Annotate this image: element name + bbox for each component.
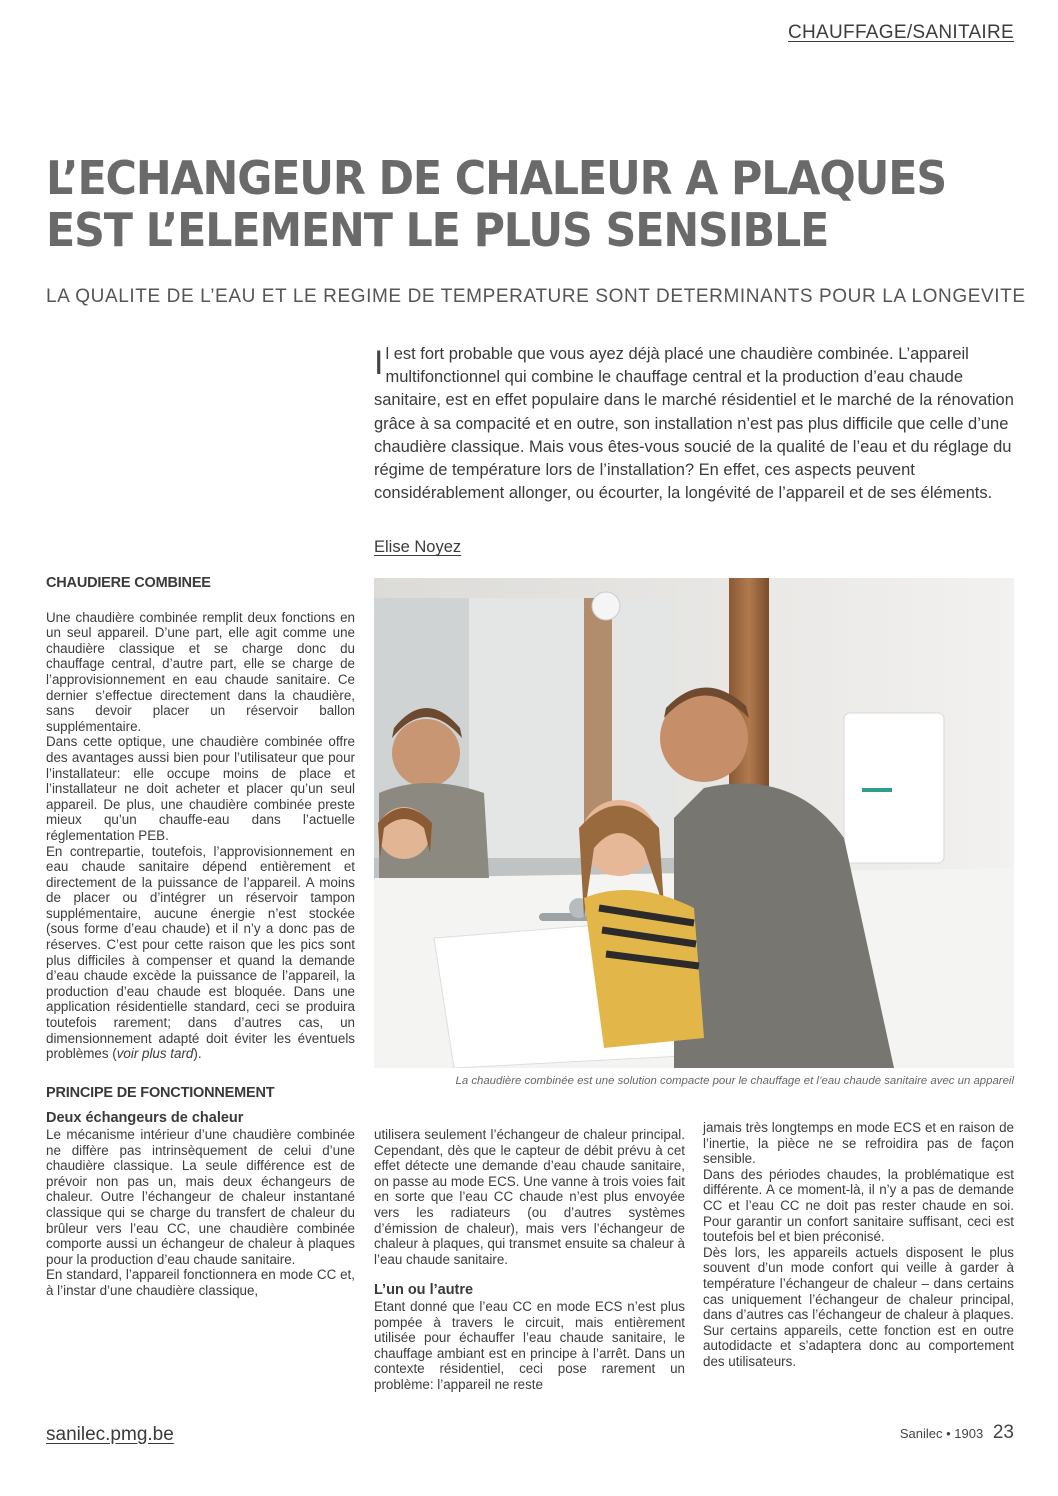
author-byline[interactable]: Elise Noyez xyxy=(374,538,462,556)
photo-caption: La chaudière combinée est une solution compacte pour le chauffage et l’eau chaude sanitaire avec un appareil xyxy=(455,1075,1014,1087)
paragraph: Dans cette optique, une chaudière combinée offre des avantages aussi bien pour l’utilisateur que pour l’installateur: elle occupe moins de place et l’installateur ne doit acheter et placer qu’un seul appareil. De plus, une chaudière combinée preste mieux qu’un chauffe-eau dans l’actuelle réglementation PEB. xyxy=(46,734,355,843)
paragraph: jamais très longtemps en mode ECS et en raison de l’inertie, la pièce ne se refroidira pas de façon sensible. xyxy=(703,1120,1014,1167)
column-1 xyxy=(46,576,355,1299)
article-title xyxy=(46,152,957,256)
article-intro xyxy=(374,343,1014,505)
paragraph: Le mécanisme intérieur d’une chaudière combinée ne diffère pas intrinsèquement de celui d’une chaudière classique. La seule différence est de prévoir non pas un, mais deux échangeurs de chaleur. Outre l’échangeur de chaleur instantané classique qui se charge du transfert de chaleur du brûleur vers l’eau CC, une chaudière combinée comporte aussi un échangeur de chaleur à plaques pour la production d’eau chaude sanitaire. xyxy=(46,1127,355,1267)
intro-text: l est fort probable que vous ayez déjà placé une chaudière combinée. L’appareil multifonctionnel qui combine le chauffage central et la production d’eau chaude sanitaire, est en effet populaire dans le marché résidentiel et le marché de la rénovation grâce à sa compacité et en outre, son installation n’est pas plus difficile que celle d’une chaudière classique. Mais vous êtes-vous soucié de la qualité de l’eau et du réglage du régime de température lors de l’installation? En effet, ces aspects peuvent considérablement allonger, ou écourter, la longévité de l’appareil et de ses éléments. xyxy=(374,345,1014,503)
subheading-deux-echangeurs: Deux échangeurs de chaleur xyxy=(46,1110,244,1127)
title-line-2: EST L’ELEMENT LE PLUS SENSIBLE xyxy=(46,203,829,257)
article-subtitle: LA QUALITE DE L’EAU ET LE REGIME DE TEMPERATURE SONT DETERMINANTS POUR LA LONGEVITE xyxy=(46,286,1026,307)
paragraph-text: En contrepartie, toutefois, l’approvisionnement en eau chaude sanitaire dépend entièrement et directement de la puissance de l’appareil. A moins de placer ou d’intégrer un réservoir tampon supplémentaire, aucune énergie n’est stockée (sous forme d’eau chaude) et il n’y a donc pas de réserves. C’est pour cette raison que les pics sont plus difficiles à compenser et quand la demande d’eau chaude excède la puissance de l’appareil, la production d’eau chaude est bloquée. Dans une application résidentielle standard, ceci se produira toutefois rarement; dans d’autres cas, un dimensionnement adapté doit éviter les éventuels problèmes ( xyxy=(46,843,355,1062)
subheading-un-ou-autre: L’un ou l’autre xyxy=(374,1282,474,1299)
paragraph: utilisera seulement l’échangeur de chaleur principal. Cependant, dès que le capteur de débit prévu à cet effet détecte une demande d’eau chaude sanitaire, on passe au mode ECS. Une vanne à trois voies fait en sorte que l’eau CC chaude n’est plus envoyée vers les radiateurs (ou d’autres systèmes d’émission de chaleur), mais vers l’échangeur de chaleur à plaques, qui transmet ensuite sa chaleur à l’eau chaude sanitaire. xyxy=(374,1127,685,1267)
paragraph: En standard, l’appareil fonctionnera en mode CC et, à l’instar d’une chaudière classique, xyxy=(46,1267,355,1298)
heading-chaudiere-combinee: CHAUDIERE COMBINEE xyxy=(46,575,211,591)
paragraph: Dès lors, les appareils actuels disposent le plus souvent d’un mode confort qui veille à garder à température l’échangeur de chaleur – dans certains cas uniquement l’échangeur de chaleur principal, dans d’autres cas l’échangeur de chaleur à plaques. Sur certains appareils, cette fonction est en outre autodidacte et s’adaptera donc au comportement des utilisateurs. xyxy=(703,1244,1014,1369)
bathroom-scene-illustration xyxy=(374,578,1014,1068)
website-link[interactable]: sanilec.pmg.be xyxy=(46,1424,174,1445)
magazine-issue: Sanilec • 1903 xyxy=(899,1426,984,1441)
paragraph xyxy=(46,844,355,1062)
cross-reference: voir plus tard xyxy=(116,1046,194,1062)
column-2 xyxy=(374,1127,685,1393)
heading-principe-fonctionnement: PRINCIPE DE FONCTIONNEMENT xyxy=(46,1084,275,1101)
paragraph-text: ). xyxy=(193,1046,202,1062)
title-line-1: L’ECHANGEUR DE CHALEUR A PLAQUES xyxy=(46,151,947,205)
intro-dropcap: I xyxy=(374,344,384,382)
paragraph: Dans des périodes chaudes, la problématique est différente. A ce moment-là, il n’y a pas de demande CC et l’eau CC ne doit pas rester chaude en soi. Pour garantir un confort sanitaire suffisant, ceci est toutefois bel et bien préconisé. xyxy=(703,1166,1014,1245)
paragraph: Une chaudière combinée remplit deux fonctions en un seul appareil. D’une part, elle agit comme une chaudière classique et se charge donc du chauffage central, d’autre part, elle se charge de l’approvisionnement en eau chaude sanitaire. Ce dernier s’effectue directement dans la chaudière, sans devoir placer un réservoir ballon supplémentaire. xyxy=(46,609,355,734)
article-photo xyxy=(374,578,1014,1068)
paragraph: Etant donné que l’eau CC en mode ECS n’est plus pompée à travers le circuit, mais entièrement utilisée pour échauffer l’eau chaude sanitaire, le chauffage ambiant est en principe à l’arrêt. Dans un contexte résidentiel, ceci pose rarement un problème: l’appareil ne reste xyxy=(374,1298,685,1392)
column-3 xyxy=(703,1120,1014,1370)
section-tag[interactable]: CHAUFFAGE/SANITAIRE xyxy=(788,22,1014,43)
page-number: 23 xyxy=(992,1422,1014,1443)
page-footer xyxy=(900,1422,1014,1444)
